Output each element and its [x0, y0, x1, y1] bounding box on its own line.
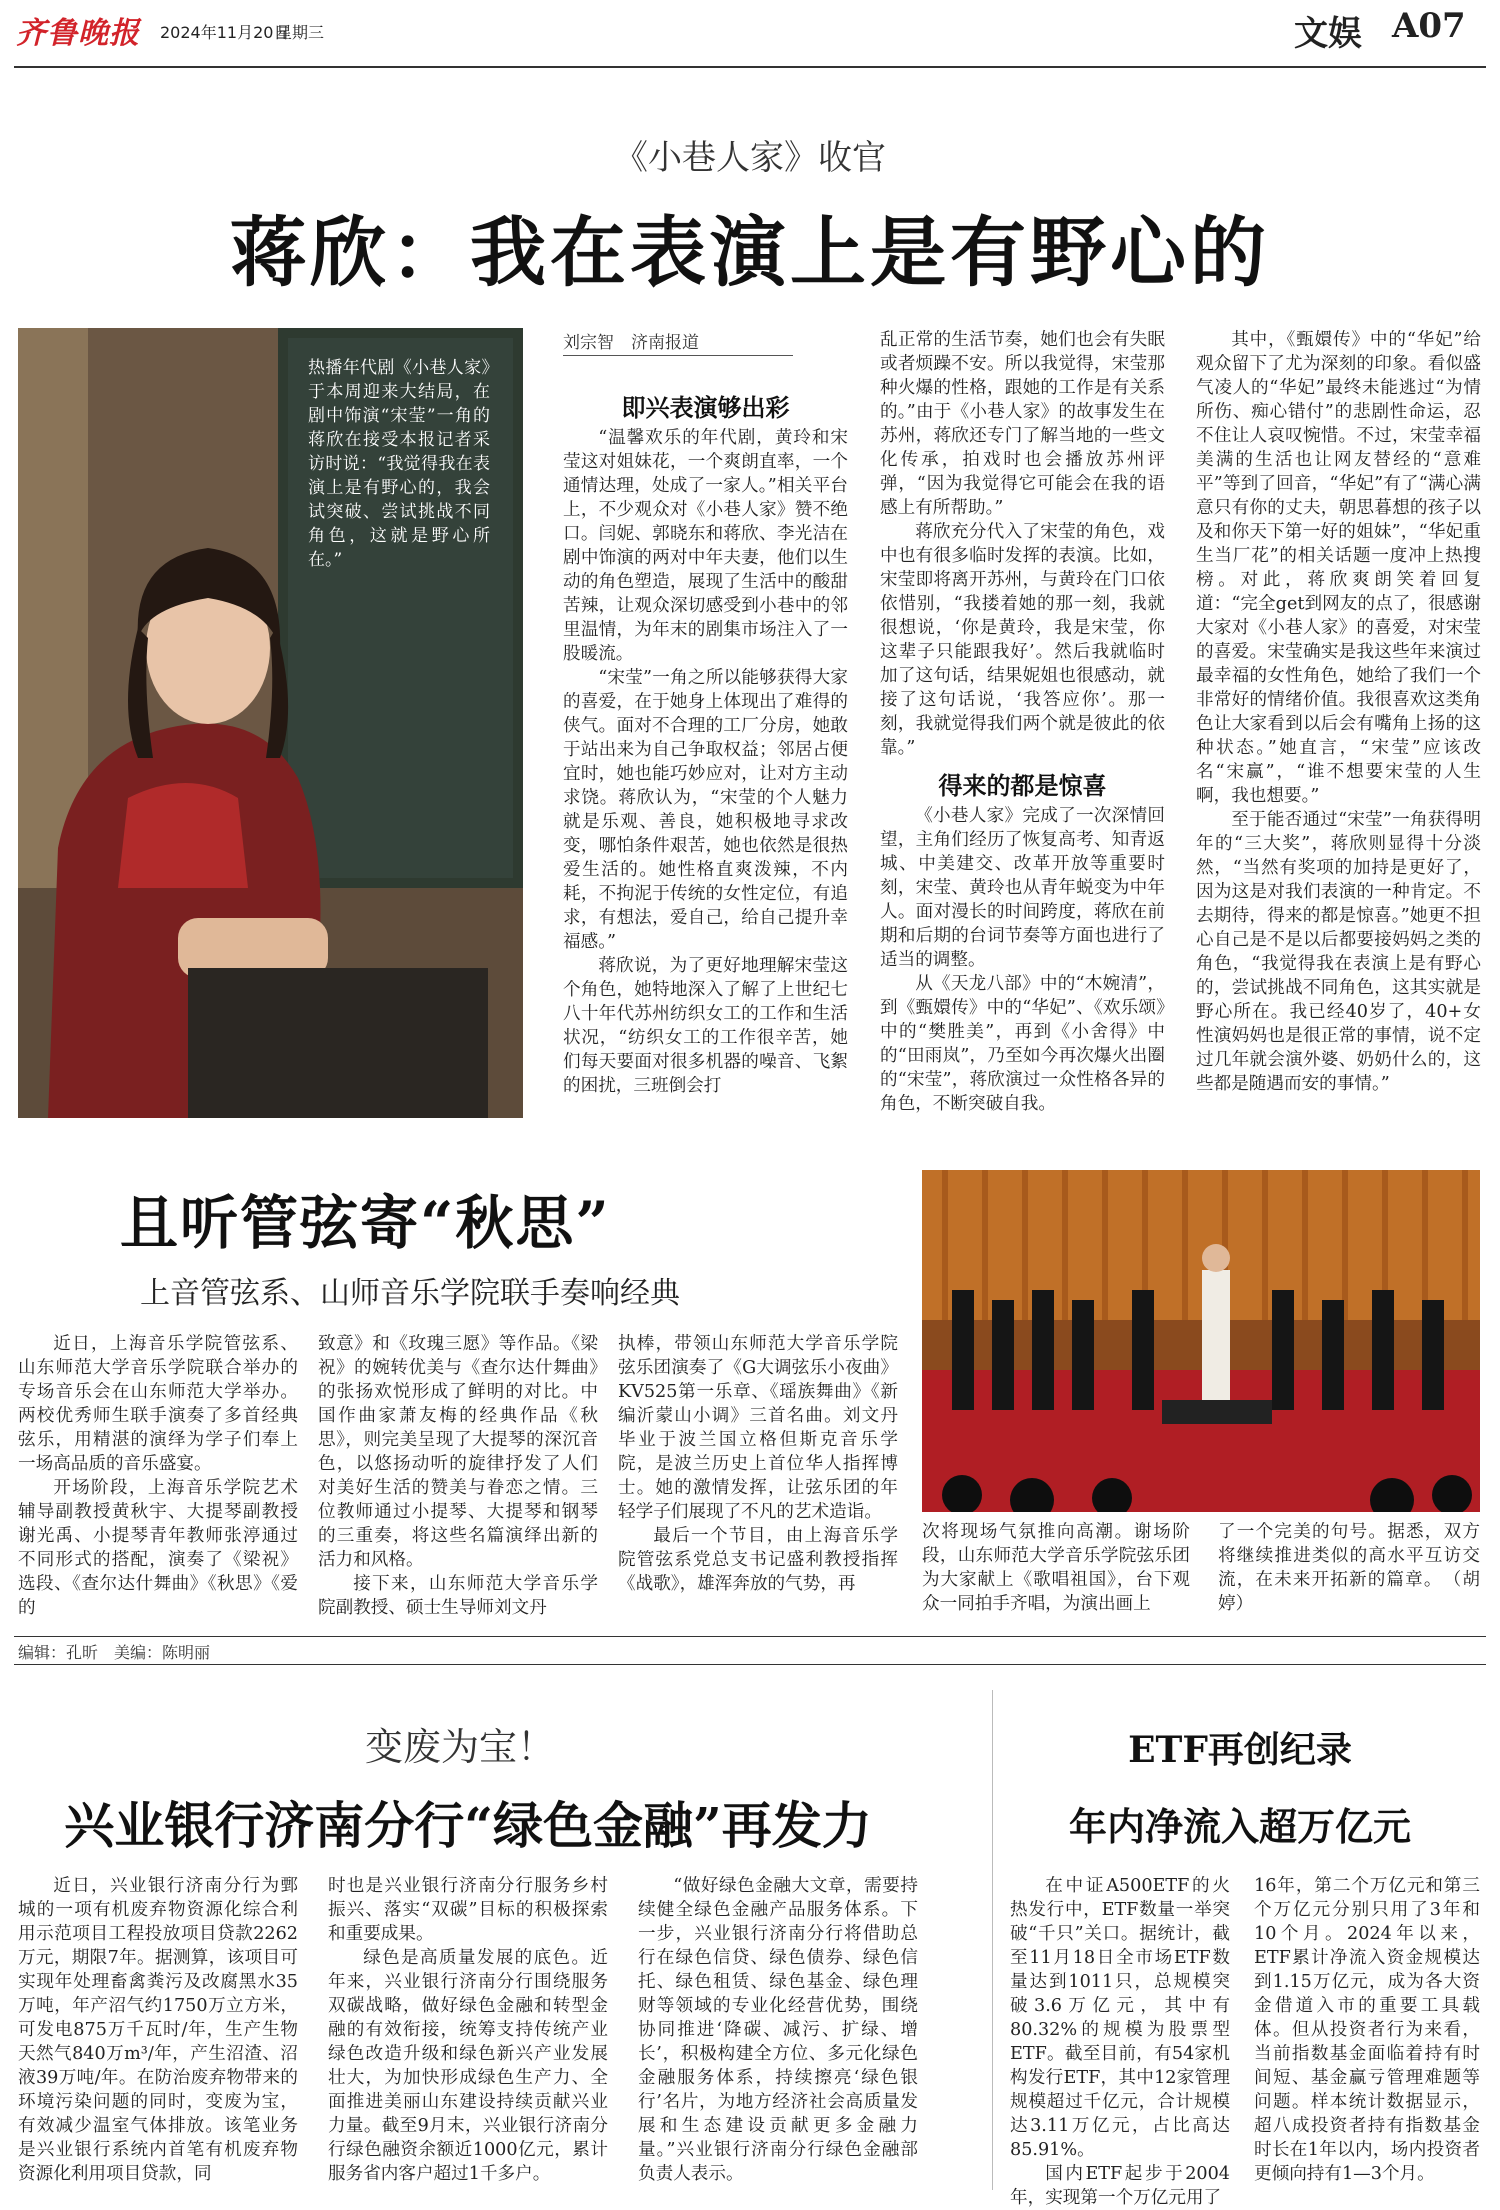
story1-col1-para-2: “宋莹”一角之所以能够获得大家的喜爱，在于她身上体现出了难得的侠气。面对不合理的工厂分房，她敢于站出来为自己争取权益；邻居占便宜时，她也能巧妙应对，让对方主动求饶。蒋欣认为，“宋莹的个人魅力就是乐观、善良，她积极地寻求改变，哪怕条件艰苦，她也依然是很热爱生活的。她性格直爽泼辣，不内耗，不拘泥于传统的女性定位，有追求，有想法，爱自己，给自己提升幸福感。” [563, 668, 848, 952]
page-number: A07 [1392, 6, 1466, 46]
story1-subhead-1: 即兴表演够出彩 [621, 394, 790, 422]
story2-col4-para-1: 次将现场气氛推向高潮。谢场阶段，山东师范大学音乐学院弦乐团为大家献上《歌唱祖国》，台下观众一同拍手齐唱，为演出画上 [922, 1522, 1190, 1614]
story2-column-1 [18, 1332, 298, 1620]
story1-subhead-2: 得来的都是惊喜 [938, 772, 1107, 800]
etf-col1-para-1: 在中证A500ETF的火热发行中，ETF数量一举突破“千只”关口。据统计，截至11月18日全市场ETF数量达到1011只，总规模突破3.6万亿元，其中有80.32%的规模为股票型ETF。截至目前，有54家机构发行ETF，其中12家管理规模超过千亿元，合计规模达3.11万亿元，占比高达85.91%。 [1010, 1876, 1230, 2160]
story1-headline: 蒋欣：我在表演上是有野心的 [230, 208, 1270, 297]
story1-column-2 [880, 328, 1165, 1116]
concert-illustration [922, 1170, 1480, 1512]
etf-column-2 [1254, 1874, 1480, 2186]
story2-column-5 [1218, 1520, 1480, 1616]
story2-col3-para-2: 最后一个节目，由上海音乐学院管弦系党总支书记盛利教授指挥《战歌》，雄浑奔放的气势，再 [618, 1526, 898, 1594]
ad-headline: 兴业银行济南分行“绿色金融”再发力 [64, 1796, 872, 1855]
story1-col2-para-4: 从《天龙八部》中的“木婉清”，到《甄嬛传》中的“华妃”、《欢乐颂》中的“樊胜美”，再到《小舍得》中的“田雨岚”，乃至如今再次爆火出圈的“宋莹”，蒋欣演过一众性格各异的角色，不断突破自我。 [880, 974, 1165, 1114]
story1-col2-para-2: 蒋欣充分代入了宋莹的角色，戏中也有很多临时发挥的表演。比如，宋莹即将离开苏州，与黄玲在门口依依惜别，“我搂着她的那一刻，我就很想说，‘你是黄玲，我是宋莹，你这辈子只能跟我好’。然后我就临时加了这句话，结果妮姐也很感动，就接了这句话说，‘我答应你’。那一刻，我就觉得我们两个就是彼此的依靠。” [880, 522, 1165, 758]
story1-col3-para-2: 至于能否通过“宋莹”一角获得明年的“三大奖”，蒋欣则显得十分淡然，“当然有奖项的加持是更好了，因为这是对我们表演的一种肯定。不去期待，得来的都是惊喜。”她更不担心自己是不是以后都要接妈妈之类的角色，“我觉得我在表演上是有野心的，尝试挑战不同角色，这其实就是野心所在。我已经40岁了，40+女性演妈妈也是很正常的事情，说不定过几年就会演外婆、奶奶什么的，这些都是随遇而安的事情。” [1196, 810, 1481, 1094]
story2-col2-para-2: 接下来，山东师范大学音乐学院副教授、硕士生导师刘文丹 [318, 1574, 598, 1618]
story1-kicker: 《小巷人家》收官 [614, 138, 886, 178]
story2-column-3 [618, 1332, 898, 1596]
masthead-rule [14, 66, 1486, 68]
story2-column-2 [318, 1332, 598, 1620]
story1-column-1 [563, 392, 848, 1098]
story2-col1-para-1: 近日，上海音乐学院管弦系、山东师范大学音乐学院联合举办的专场音乐会在山东师范大学举办。两校优秀师生联手演奏了多首经典弦乐，用精湛的演绎为学子们奉上一场高品质的音乐盛宴。 [18, 1334, 298, 1474]
issue-weekday: 星期三 [276, 23, 325, 42]
concert-photo [922, 1170, 1480, 1512]
story1-col1-para-3: 蒋欣说，为了更好地理解宋莹这个角色，她特地深入了解了上世纪七八十年代苏州纺织女工的工作和生活状况，“纺织女工的工作很辛苦，她们每天要面对很多机器的噪音、飞絮的困扰，三班倒会打 [563, 956, 848, 1096]
ad-column-2 [328, 1874, 608, 2186]
etf-col2-para-1: 16年，第二个万亿元和第三个万亿元分别只用了3年和10个月。2024年以来，ETF累计净流入资金规模达到1.15万亿元，成为各大资金借道入市的重要工具载体。但从投资者行为来看，当前指数基金面临着持有时间短、基金赢亏管理难题等问题。样本统计数据显示，超八成投资者持有指数基金时长在1年以内，场内投资者更倾向持有1—3个月。 [1254, 1876, 1480, 2184]
etf-kicker: ETF再创纪录 [1128, 1729, 1352, 1771]
masthead [0, 0, 1500, 64]
etf-headline: 年内净流入超万亿元 [1068, 1804, 1411, 1849]
story2-col5-para-1: 了一个完美的句号。据悉，双方将继续推进类似的高水平互访交流，在未来开拓新的篇章。 （胡婷） [1218, 1522, 1480, 1614]
bottom-divider [992, 1690, 993, 2190]
story2-col2-para-1: 致意》和《玫瑰三愿》等作品。《梁祝》的婉转优美与《查尔达什舞曲》的张扬欢悦形成了鲜明的对比。中国作曲家萧友梅的经典作品《秋思》，则完美呈现了大提琴的深沉音色，以悠扬动听的旋律抒发了人们对美好生活的赞美与眷恋之情。三位教师通过小提琴、大提琴和钢琴的三重奏，将这些名篇演绎出新的活力和风格。 [318, 1334, 598, 1570]
editor-rule-bottom [14, 1664, 1486, 1665]
actress-photo [18, 328, 523, 1118]
story2-column-4 [922, 1520, 1190, 1616]
story2-col3-para-1: 执棒，带领山东师范大学音乐学院弦乐团演奏了《G大调弦乐小夜曲》KV525第一乐章、《瑶族舞曲》《新编沂蒙山小调》三首名曲。刘文丹毕业于波兰国立格但斯克音乐学院，是波兰历史上首位华人指挥博士。她的激情发挥，让弦乐团的年轻学子们展现了不凡的艺术造诣。 [618, 1334, 898, 1522]
editor-rule-top [14, 1636, 1486, 1637]
ad-column-1 [18, 1874, 298, 2186]
story1-col3-para-1: 其中，《甄嬛传》中的“华妃”给观众留下了尤为深刻的印象。看似盛气凌人的“华妃”最终未能逃过“为情所伤、痴心错付”的悲剧性命运，忍不住让人哀叹惋惜。不过，宋莹幸福美满的生活也让网友替经的“意难平”等到了回音，“华妃”有了“满心满意只有你的丈夫，朝思暮想的孩子以及和你天下第一好的姐妹”，“华妃重生当厂花”的相关话题一度冲上热搜榜。对此，蒋欣爽朗笑着回复道：“完全get到网友的点了，很感谢大家对《小巷人家》的喜爱，对宋莹的喜爱。宋莹确实是我这些年来演过最幸福的女性角色，她给了我们一个非常好的情绪价值。我很喜欢这类角色让大家看到以后会有嘴角上扬的这种状态。”她直言，“宋莹”应该改名“宋赢”，“谁不想要宋莹的人生啊，我也想要。” [1196, 330, 1481, 806]
ad-col2-para-2: 绿色是高质量发展的底色。近年来，兴业银行济南分行围绕服务双碳战略，做好绿色金融和转型金融的有效衔接，统筹支持传统产业绿色改造升级和绿色新兴产业发展壮大，为加快形成绿色生产力、全面推进美丽山东建设持续贡献兴业力量。截至9月末，兴业银行济南分行绿色融资余额近1000亿元，累计服务省内客户超过1千多户。 [328, 1948, 608, 2184]
etf-col1-para-2: 国内ETF起步于2004年，实现第一个万亿元用了 [1010, 2164, 1230, 2208]
story1-col2-para-3: 《小巷人家》完成了一次深情回望，主角们经历了恢复高考、知青返城、中美建交、改革开放等重要时刻，宋莹、黄玲也从青年蜕变为中年人。面对漫长的时间跨度，蒋欣在前期和后期的台词节奏等方面也进行了适当的调整。 [880, 806, 1165, 970]
ad-column-3 [638, 1874, 918, 2186]
story2-subhead: 上音管弦系、山师音乐学院联手奏响经典 [140, 1276, 680, 1311]
ad-col3-para-1: “做好绿色金融大文章，需要持续健全绿色金融产品服务体系。下一步，兴业银行济南分行将借助总行在绿色信贷、绿色债券、绿色信托、绿色租赁、绿色基金、绿色理财等领域的专业化经营优势，围绕协同推进‘降碳、减污、扩绿、增长’，积极构建全方位、多元化绿色金融服务体系，持续擦亮‘绿色银行’名片，为地方经济社会高质量发展和生态建设贡献更多金融力量。”兴业银行济南分行绿色金融部负责人表示。 [638, 1876, 918, 2184]
story1-col1-para-1: “温馨欢乐的年代剧，黄玲和宋莹这对姐妹花，一个爽朗直率，一个通情达理，处成了一家人。”相关平台上，不少观众对《小巷人家》赞不绝口。闫妮、郭晓东和蒋欣、李光洁在剧中饰演的两对中年夫妻，他们以生动的角色塑造，展现了生活中的酸甜苦辣，让观众深切感受到小巷中的邻里温情，为年末的剧集市场注入了一股暖流。 [563, 428, 848, 664]
photo-caption: 热播年代剧《小巷人家》于本周迎来大结局，在剧中饰演“宋莹”一角的蒋欣在接受本报记者采访时说：“我觉得我在表演上是有野心的，我会试突破、尝试挑战不同角色，这就是野心所在。” [308, 358, 490, 570]
ad-kicker: 变废为宝！ [364, 1725, 555, 1769]
issue-date: 2024年11月20日 [160, 23, 290, 42]
story2-headline: 且听管弦寄“秋思” [120, 1189, 611, 1257]
story1-byline: 刘宗智 济南报道 [563, 328, 793, 356]
paper-logo: 齐鲁晚报 [16, 16, 140, 51]
story1-col2-para-1: 乱正常的生活节奏，她们也会有失眠或者烦躁不安。所以我觉得，宋莹那种火爆的性格，跟她的工作是有关系的。”由于《小巷人家》的故事发生在苏州，蒋欣还专门了解当地的一些文化传承，拍戏时也会播放苏州评弹，“因为我觉得它可能会在我的语感上有所帮助。” [880, 330, 1165, 518]
story1-column-3 [1196, 328, 1481, 1096]
story2-col1-para-2: 开场阶段，上海音乐学院艺术辅导副教授黄秋宇、大提琴副教授谢光禹、小提琴青年教师张渟通过不同形式的搭配，演奏了《梁祝》选段、《查尔达什舞曲》《秋思》《爱的 [18, 1478, 298, 1618]
ad-col2-para-1: 时也是兴业银行济南分行服务乡村振兴、落实“双碳”目标的积极探索和重要成果。 [328, 1876, 608, 1944]
editor-credits: 编辑：孔昕 美编：陈明丽 [18, 1643, 211, 1662]
section-name: 文娱 [1294, 14, 1362, 54]
etf-column-1 [1010, 1874, 1230, 2210]
ad-col1-para-1: 近日，兴业银行济南分行为鄄城的一项有机废弃物资源化综合利用示范项目工程投放项目贷款2262万元，期限7年。据测算，该项目可实现年处理畜禽粪污及改腐黑水35万吨，年产沼气约1750万立方米，可发电875万千瓦时/年，生产生物天然气840万m³/年，产生沼渣、沼液39万吨/年。在防治废弃物带来的环境污染问题的同时，变废为宝，有效减少温室气体排放。该笔业务是兴业银行系统内首笔有机废弃物资源化利用项目贷款，同 [18, 1876, 298, 2184]
